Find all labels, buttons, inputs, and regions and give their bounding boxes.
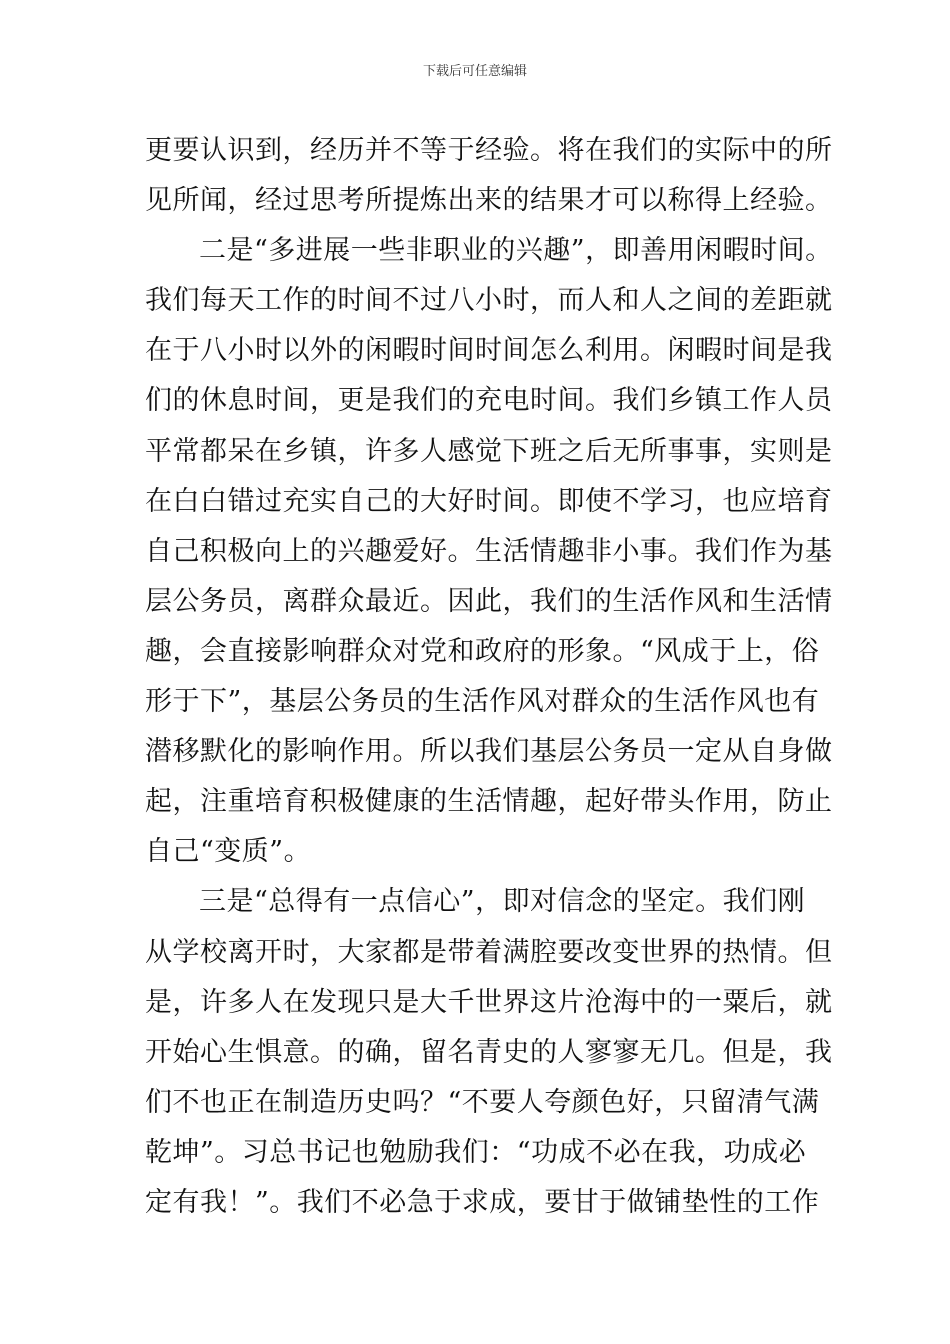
text-line: 从学校离开时，大家都是带着满腔要改变世界的热情。但 <box>145 936 833 968</box>
text-line: 形于下”，基层公务员的生活作风对群众的生活作风也有 <box>145 686 820 718</box>
text-line: 定有我！”。我们不必急于求成，要甘于做铺垫性的工作 <box>145 1186 820 1218</box>
text-line: 在白白错过充实自己的大好时间。即使不学习，也应培育 <box>145 485 833 517</box>
text-line: 更要认识到，经历并不等于经验。将在我们的实际中的所 <box>145 135 833 166</box>
text-line: 见所闻，经过思考所提炼出来的结果才可以称得上经验。 <box>145 185 833 217</box>
text-line: 们不也正在制造历史吗？“不要人夸颜色好，只留清气满 <box>145 1086 820 1118</box>
paragraph-start-line: 三是“总得有一点信心”，即对信念的坚定。我们刚 <box>199 886 806 918</box>
text-line: 潜移默化的影响作用。所以我们基层公务员一定从自身做 <box>145 736 833 768</box>
text-line: 趣，会直接影响群众对党和政府的形象。“风成于上，俗 <box>145 635 820 667</box>
text-line: 起，注重培育积极健康的生活情趣，起好带头作用，防止 <box>145 786 833 818</box>
text-line: 平常都呆在乡镇，许多人感觉下班之后无所事事，实则是 <box>145 435 833 467</box>
text-line: 们的休息时间，更是我们的充电时间。我们乡镇工作人员 <box>145 385 833 417</box>
text-line: 乾坤”。习总书记也勉励我们：“功成不必在我，功成必 <box>145 1136 807 1168</box>
page-header: 下载后可任意编辑 <box>422 64 527 79</box>
paragraph-start-line: 二是“多进展一些非职业的兴趣”，即善用闲暇时间。 <box>199 235 833 267</box>
text-line: 我们每天工作的时间不过八小时，而人和人之间的差距就 <box>145 285 833 317</box>
text-line: 自己“变质”。 <box>145 836 312 868</box>
text-line: 自己积极向上的兴趣爱好。生活情趣非小事。我们作为基 <box>145 535 833 567</box>
document-body <box>145 126 833 1228</box>
text-line: 是，许多人在发现只是大千世界这片沧海中的一粟后，就 <box>145 986 833 1018</box>
text-line: 层公务员，离群众最近。因此，我们的生活作风和生活情 <box>145 585 833 617</box>
text-line: 开始心生惧意。的确，留名青史的人寥寥无几。但是，我 <box>145 1036 833 1068</box>
text-line: 在于八小时以外的闲暇时间时间怎么利用。闲暇时间是我 <box>145 335 833 367</box>
